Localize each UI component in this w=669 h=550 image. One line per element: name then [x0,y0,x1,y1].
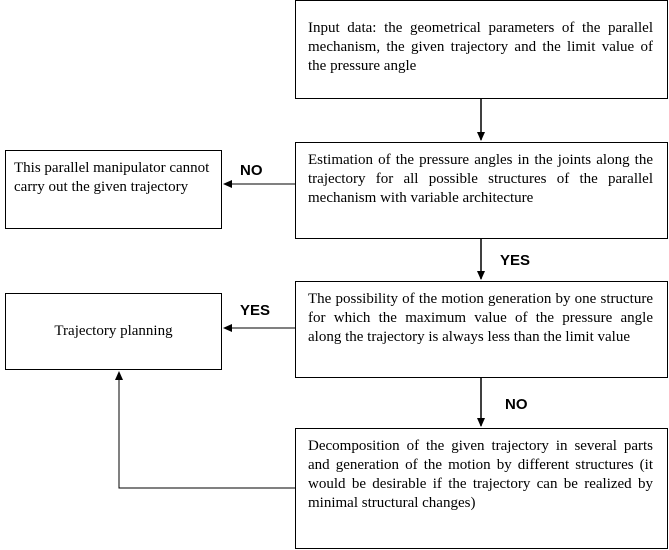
decomposition-box [295,428,668,549]
trajectory-planning-box [5,293,222,370]
no-label-possibility: NO [505,396,528,413]
yes-label-possibility: YES [240,302,271,319]
decomposition-text: Decomposition of the given trajectory in several parts and generation of the motion by different structures (it would be desirable if the trajectory can be realized by minimal structural changes) [308,438,653,511]
cannot-carry-out-box [5,150,222,229]
estimation-box [295,142,668,239]
possibility-text: The possibility of the motion generation by one structure for which the maximum value of the pressure angle along the trajectory is always less than the limit value [308,291,653,345]
arrow-decomposition-to-planning [119,372,295,488]
yes-label-estimation: YES [500,252,531,269]
input-data-box [295,0,668,99]
estimation-text: Estimation of the pressure angles in the joints along the trajectory for all possible structures of the parallel mechanism with variable architecture [308,152,653,206]
cannot-carry-out-text: This parallel manipulator cannot carry out the given trajectory [14,160,210,195]
input-data-text: Input data: the geometrical parameters of the parallel mechanism, the given trajectory and the limit value of the pressure angle [308,20,653,74]
possibility-box [295,281,668,378]
trajectory-planning-text: Trajectory planning [54,323,173,339]
no-label-estimation: NO [240,162,263,179]
